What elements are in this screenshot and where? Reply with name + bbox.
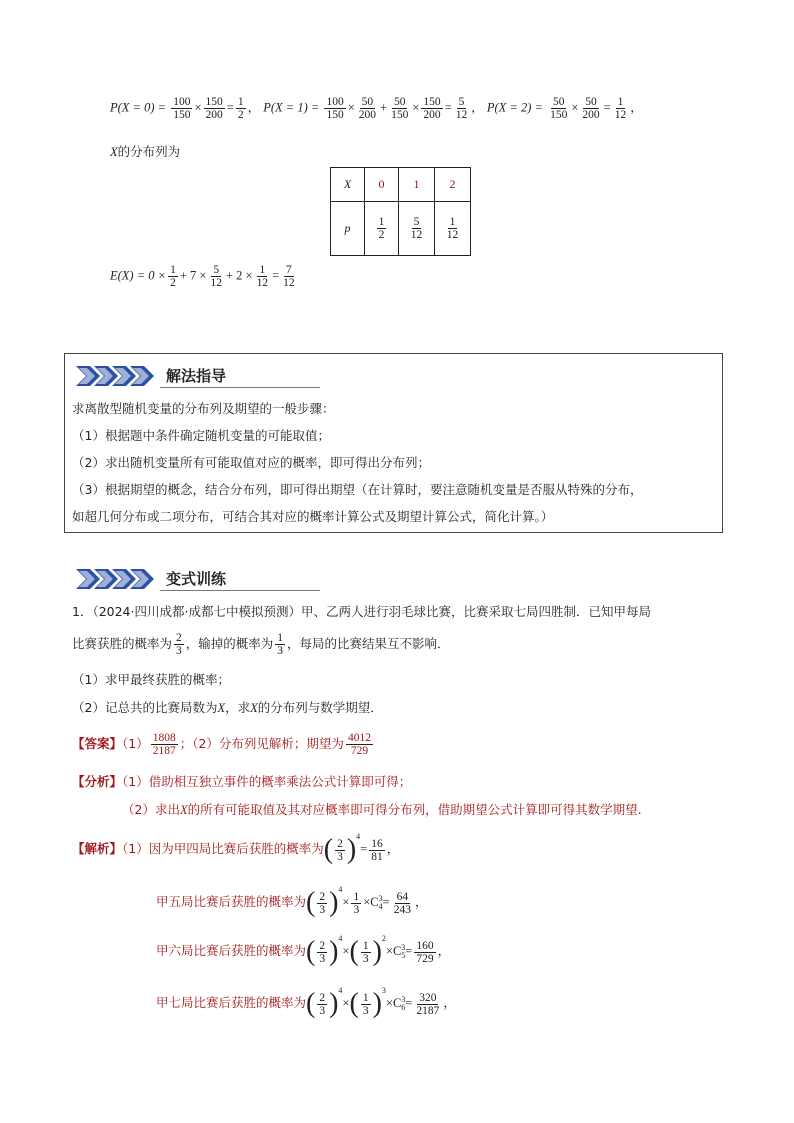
chevron-arrows-icon <box>76 569 160 589</box>
table-header-0: 0 <box>365 168 399 202</box>
solution-line: 【解析】（1）因为甲四局比赛后获胜的概率为( $\frac{2}{3}$ )$^4$= $\frac{16}{81}$ ， <box>72 832 400 866</box>
fraction: $\frac{50}{200}$ <box>582 96 600 122</box>
solution-line: 甲五局比赛后获胜的概率为( $\frac{2}{3}$ )$^4$× $\frac{1}{3}$ ×C 3 4 = $\frac{64}{243}$ ， <box>156 885 428 919</box>
answer-tag: 【答案】 <box>72 736 123 752</box>
p0-label: P(X = 0) = <box>110 100 167 115</box>
guide-banner <box>76 363 716 389</box>
analysis-line: 【分析】（1）借助相互独立事件的概率乘法公式计算即可得； <box>72 774 412 789</box>
fraction: $\frac{50}{200}$ <box>358 96 377 122</box>
guide-line: 如超几何分布或二项分布，可结合其对应的概率计算公式及期望计算公式，简化计算。） <box>72 509 554 524</box>
table-cell: $\frac{5}{12}$ <box>399 202 435 256</box>
fraction: $\frac{100}{150}$ <box>173 96 191 122</box>
fraction: $\frac{1}{2}$ <box>237 96 244 122</box>
distribution-intro: X的分布列为 <box>110 144 181 159</box>
banner-underline <box>160 590 320 591</box>
practice-banner <box>76 566 716 592</box>
table-header-1: 1 <box>399 168 435 202</box>
table-header-x: X <box>331 168 365 202</box>
fraction: $\frac{5}{12}$ <box>455 96 468 122</box>
probability-line: P(X = 0) = $\frac{100}{150}$ × $\frac{150}{200}$ = $\frac{1}{2}$ ， P(X = 1) = $\frac{100}{150}$ × $\frac{50}{200}$ + $\frac{50}{150}$ × $\frac{150}{200}$ = $\frac{5}{12}$ ， P(X = 2) = $\frac{50}{150}$ × $\frac{50}{200}$ = $\frac{1}{12}$ ， <box>110 96 643 122</box>
table-row-label-p: p <box>331 202 365 256</box>
table-header-2: 2 <box>435 168 471 202</box>
question-line: 1．（2024·四川成都·成都七中模拟预测）甲、乙两人进行羽毛球比赛，比赛采取七局四胜制．已知甲每局 <box>72 604 651 619</box>
answer-line: 【答案】（1） $\frac{1808}{2187}$ ；（2）分布列见解析；期望为 $\frac{4012}{729}$ <box>72 732 371 758</box>
solution-line: 甲七局比赛后获胜的概率为( $\frac{2}{3}$ )$^4$×( $\frac{1}{3}$ )$^3$×C 3 6 = $\frac{320}{2187}$ ， <box>156 986 456 1020</box>
fraction: $\frac{150}{200}$ <box>205 96 223 122</box>
guide-line: 求离散型随机变量的分布列及期望的一般步骤： <box>72 401 335 416</box>
guide-title: 解法指导 <box>166 367 227 385</box>
analysis-line: （2）求出X的所有可能取值及其对应概率即可得分布列，借助期望公式计算即可得其数学期望. <box>122 802 642 817</box>
p2-label: P(X = 2) = <box>486 100 543 115</box>
practice-title: 变式训练 <box>166 570 227 588</box>
fraction: $\frac{100}{150}$ <box>326 96 344 122</box>
table-cell: $\frac{1}{12}$ <box>435 202 471 256</box>
question-line: 比赛获胜的概率为 $\frac{2}{3}$ ，输掉的概率为 $\frac{1}{3}$ ，每局的比赛结果互不影响． <box>72 632 450 658</box>
solution-tag: 【解析】 <box>72 841 123 856</box>
fraction: $\frac{150}{200}$ <box>423 96 441 122</box>
table-cell: $\frac{1}{2}$ <box>365 202 399 256</box>
analysis-tag: 【分析】 <box>72 774 123 789</box>
fraction: $\frac{50}{150}$ <box>550 96 568 122</box>
fraction: $\frac{1}{12}$ <box>614 96 627 122</box>
sub-question: （2）记总共的比赛局数为X，求X的分布列与数学期望． <box>72 700 383 715</box>
guide-line: （2）求出随机变量所有可能取值对应的概率，即可得出分布列； <box>72 455 430 470</box>
sub-question: （1）求甲最终获胜的概率； <box>72 672 230 687</box>
banner-underline <box>160 387 320 388</box>
p1-label: P(X = 1) = <box>263 100 320 115</box>
guide-line: （1）根据题中条件确定随机变量的可能取值； <box>72 428 330 443</box>
solution-line: 甲六局比赛后获胜的概率为( $\frac{2}{3}$ )$^4$×( $\frac{1}{3}$ )$^2$×C 3 5 = $\frac{160}{729}$ ， <box>156 934 451 968</box>
guide-line: （3）根据期望的概念，结合分布列，即可得出期望（在计算时，要注意随机变量是否服从特殊的分布， <box>72 482 643 497</box>
chevron-arrows-icon <box>76 366 160 386</box>
expectation-formula: E(X) = 0 × $\frac{1}{2}$ + 7 × $\frac{5}{12}$ + 2 × $\frac{1}{12}$ = $\frac{7}{12}$ <box>110 264 295 290</box>
distribution-table <box>330 167 471 256</box>
fraction: $\frac{50}{150}$ <box>391 96 409 122</box>
